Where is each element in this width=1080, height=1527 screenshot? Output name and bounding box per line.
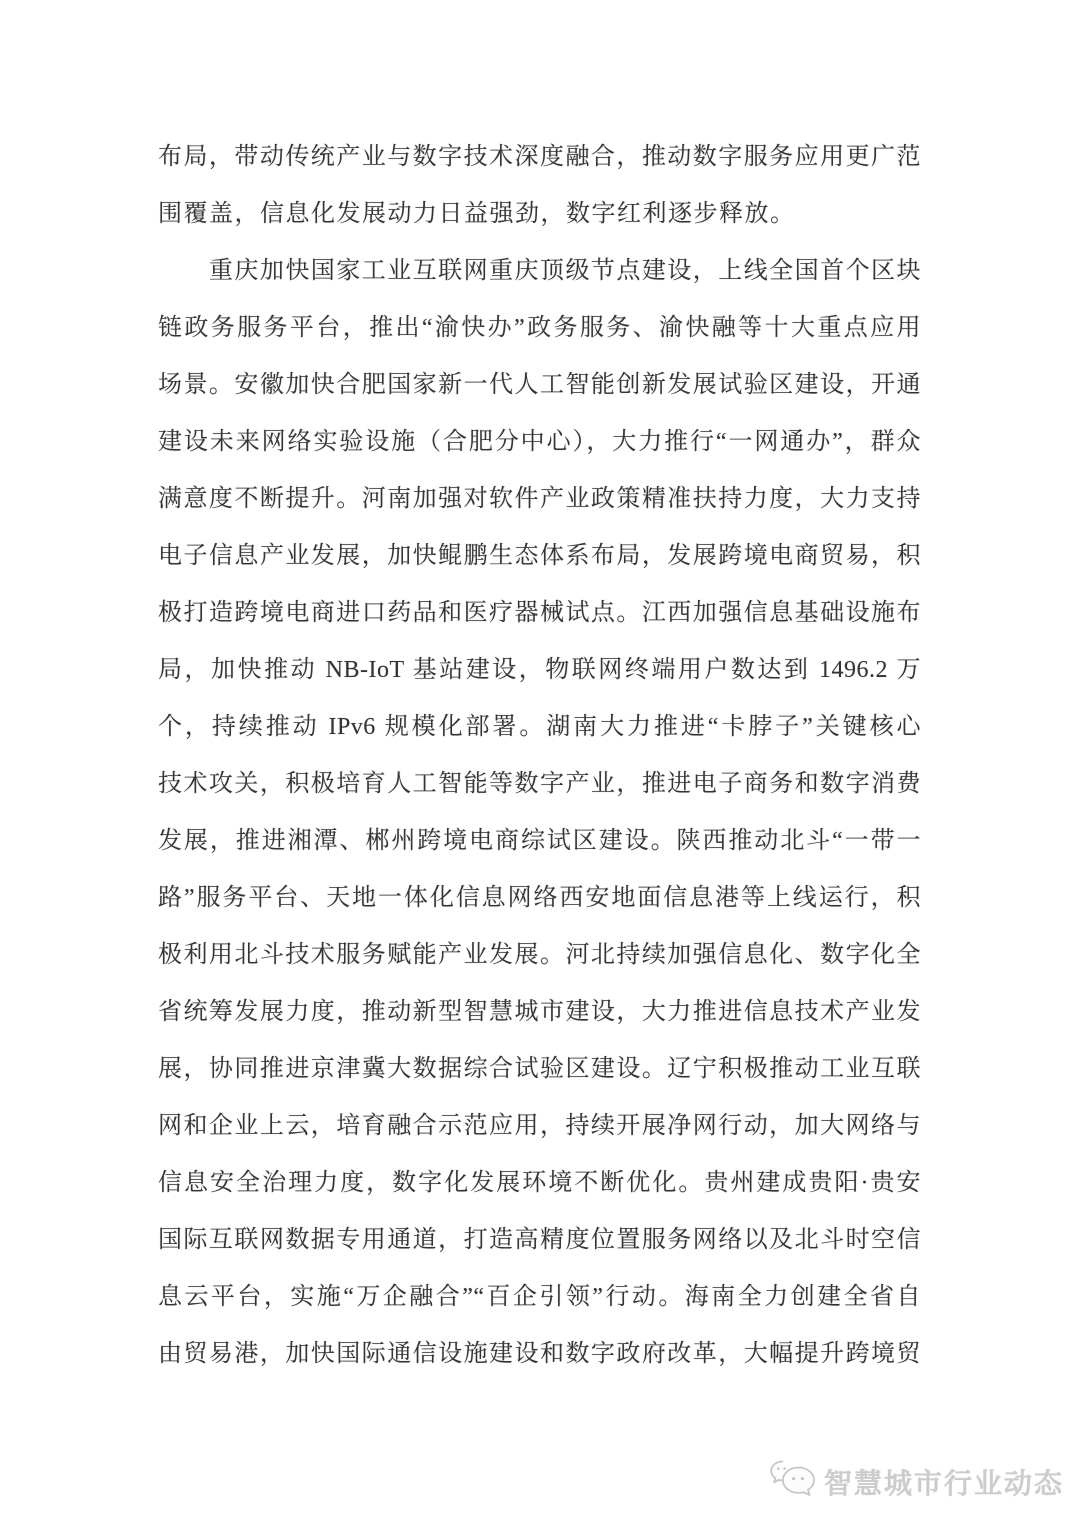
wechat-chat-bubbles-icon: [769, 1458, 817, 1505]
text-line: 电子信息产业发展，加快鲲鹏生态体系布局，发展跨境电商贸易，积: [158, 543, 921, 569]
text-line: 息云平台，实施“万企融合”“百企引领”行动。海南全力创建全省自: [158, 1284, 921, 1310]
text-line: 由贸易港，加快国际通信设施建设和数字政府改革，大幅提升跨境贸: [158, 1341, 921, 1367]
body-text: [158, 129, 921, 1383]
text-line: 技术攻关，积极培育人工智能等数字产业，推进电子商务和数字消费: [158, 771, 921, 797]
watermark: [769, 1458, 1064, 1505]
text-line: 建设未来网络实验设施（合肥分中心），大力推行“一网通办”，群众: [158, 429, 921, 455]
text-line: 极利用北斗技术服务赋能产业发展。河北持续加强信息化、数字化全: [158, 942, 921, 968]
watermark-label: 智慧城市行业动态: [823, 1467, 1064, 1499]
text-line: 布局，带动传统产业与数字技术深度融合，推动数字服务应用更广范: [158, 144, 921, 170]
text-line: 网和企业上云，培育融合示范应用，持续开展净网行动，加大网络与: [158, 1113, 921, 1139]
text-line: 国际互联网数据专用通道，打造高精度位置服务网络以及北斗时空信: [158, 1227, 921, 1253]
text-line: 路”服务平台、天地一体化信息网络西安地面信息港等上线运行，积: [158, 885, 921, 911]
text-line: 围覆盖，信息化发展动力日益强劲，数字红利逐步释放。: [158, 201, 796, 227]
text-line: 极打造跨境电商进口药品和医疗器械试点。江西加强信息基础设施布: [158, 600, 921, 626]
text-line: 发展，推进湘潭、郴州跨境电商综试区建设。陕西推动北斗“一带一: [158, 828, 921, 854]
text-line: 局，加快推动 NB-IoT 基站建设，物联网终端用户数达到 1496.2 万: [158, 657, 921, 683]
text-line: 信息安全治理力度，数字化发展环境不断优化。贵州建成贵阳·贵安: [158, 1170, 921, 1196]
text-line: 链政务服务平台，推出“渝快办”政务服务、渝快融等十大重点应用: [158, 315, 921, 341]
text-line: 展，协同推进京津冀大数据综合试验区建设。辽宁积极推动工业互联: [158, 1056, 921, 1082]
text-line: 省统筹发展力度，推动新型智慧城市建设，大力推进信息技术产业发: [158, 999, 921, 1025]
text-line: 场景。安徽加快合肥国家新一代人工智能创新发展试验区建设，开通: [158, 372, 921, 398]
text-line: 重庆加快国家工业互联网重庆顶级节点建设，上线全国首个区块: [158, 258, 921, 284]
text-line: 个，持续推动 IPv6 规模化部署。湖南大力推进“卡脖子”关键核心: [158, 714, 921, 740]
text-line: 满意度不断提升。河南加强对软件产业政策精准扶持力度，大力支持: [158, 486, 921, 512]
